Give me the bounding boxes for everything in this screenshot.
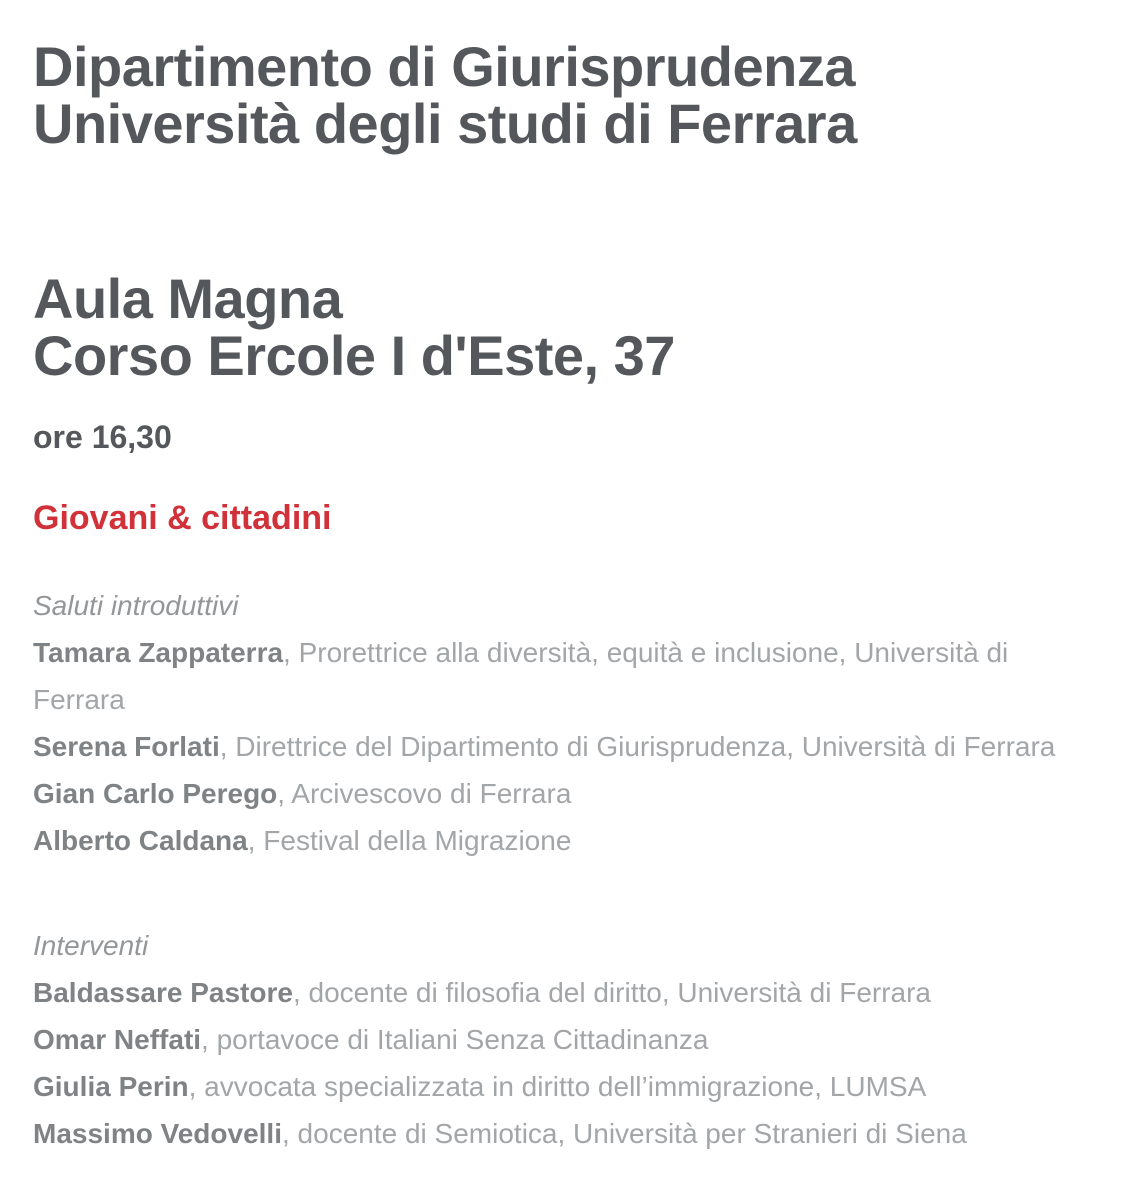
speaker-role: , portavoce di Italiani Senza Cittadinanza [201, 1024, 709, 1055]
speaker-name: Baldassare Pastore [33, 977, 293, 1008]
speaker-line [33, 1110, 1095, 1157]
department-title-line2: Università degli studi di Ferrara [33, 92, 857, 155]
speaker-role: , avvocata specializzata in diritto dell’immigrazione, LUMSA [188, 1071, 927, 1102]
speaker-name: Omar Neffati [33, 1024, 202, 1055]
speaker-line [33, 1063, 1095, 1110]
speaker-name: Giulia Perin [33, 1071, 189, 1102]
speaker-line [33, 723, 1095, 770]
speaker-name: Tamara Zappaterra [33, 637, 284, 668]
event-time: ore 16,30 [33, 419, 172, 455]
speaker-line [33, 629, 1095, 723]
speaker-role: , Arcivescovo di Ferrara [277, 778, 572, 809]
department-title [33, 35, 1098, 155]
speaker-role: , Prorettrice alla diversità, equità e inclusione, Università di Ferrara [33, 637, 1009, 715]
speaker-line [33, 969, 1095, 1016]
section-interventi [33, 922, 1095, 1157]
department-title-line1: Dipartimento di Giurisprudenza [33, 35, 855, 98]
section-saluti-introduttivi [33, 582, 1095, 864]
event-title: Giovani & cittadini [33, 499, 332, 537]
venue-address: Corso Ercole I d'Este, 37 [33, 324, 675, 387]
speaker-name: Serena Forlati [33, 731, 220, 762]
venue-name: Aula Magna [33, 267, 343, 330]
speaker-name: Gian Carlo Perego [33, 778, 278, 809]
speaker-line [33, 817, 1095, 864]
speaker-line [33, 1016, 1095, 1063]
speaker-role: , Direttrice del Dipartimento di Giurisprudenza, Università di Ferrara [219, 731, 1056, 762]
venue [33, 267, 1098, 387]
section-label: Saluti introduttivi [33, 590, 239, 621]
speaker-name: Massimo Vedovelli [33, 1118, 282, 1149]
speaker-line [33, 770, 1095, 817]
speaker-role: , docente di Semiotica, Università per Stranieri di Siena [282, 1118, 967, 1149]
speaker-role: , Festival della Migrazione [247, 825, 572, 856]
speaker-role: , docente di filosofia del diritto, Università di Ferrara [292, 977, 932, 1008]
speaker-name: Alberto Caldana [33, 825, 248, 856]
section-label: Interventi [33, 930, 149, 961]
